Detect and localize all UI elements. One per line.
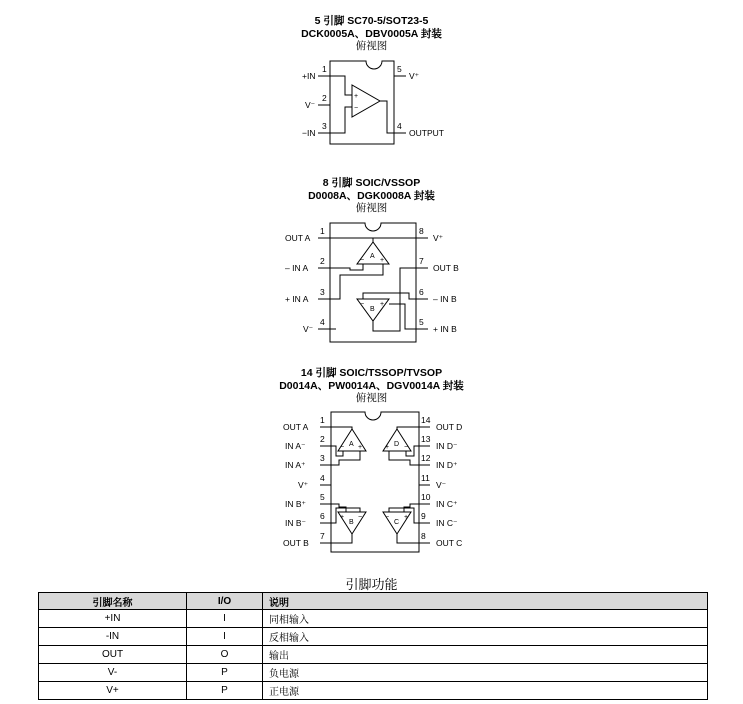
pkg14-pin10-num: 10 bbox=[421, 492, 431, 502]
pkg14-pin2-num: 2 bbox=[320, 434, 325, 444]
pkg5-amp-minus: − bbox=[354, 105, 359, 112]
header-pin-name: 引脚名称 bbox=[39, 593, 187, 610]
pkg14-wire-out-c bbox=[397, 534, 419, 543]
pkg14-pin2-label: IN A⁻ bbox=[285, 441, 306, 451]
pkg8-wire-inb-minus bbox=[363, 293, 416, 299]
pkg14-wire-ina-plus bbox=[331, 451, 360, 465]
pkg5-pin1-label: +IN bbox=[302, 71, 316, 81]
pkg8-pin2-label: – IN A bbox=[285, 263, 309, 273]
pkg14-wire-out-b bbox=[331, 534, 352, 543]
pkg8-labels bbox=[285, 226, 459, 334]
pkg14-pin8-num: 8 bbox=[421, 531, 426, 541]
pkg8-pin1-num: 1 bbox=[320, 226, 325, 236]
pkg5-pin2-num: 2 bbox=[322, 93, 327, 103]
pkg14-pin12-label: IN D⁺ bbox=[436, 460, 458, 470]
pkg5-pin5-label: V⁺ bbox=[409, 71, 420, 81]
table-row bbox=[39, 646, 708, 664]
pkg14-amp-a-plus: + bbox=[358, 444, 363, 451]
pkg8-diagram bbox=[318, 223, 428, 342]
pkg8-amp-a-label: A bbox=[370, 253, 375, 260]
cell-pin-name: OUT bbox=[39, 646, 187, 664]
pkg8-amp-b-plus: + bbox=[380, 301, 385, 308]
pkg8-amp-a-minus: − bbox=[360, 257, 365, 264]
pkg8-pin3-label: + IN A bbox=[285, 294, 309, 304]
pkg14-amp-d-minus: − bbox=[404, 444, 409, 451]
pkg8-pin2-num: 2 bbox=[320, 256, 325, 266]
pkg14-amp-b-minus: − bbox=[358, 514, 363, 521]
cell-io: O bbox=[187, 646, 263, 664]
pkg8-pin6-label: – IN B bbox=[433, 294, 457, 304]
pkg14-pin9-num: 9 bbox=[421, 511, 426, 521]
table-header-row bbox=[39, 593, 708, 610]
pkg8-pin3-num: 3 bbox=[320, 287, 325, 297]
cell-description: 输出 bbox=[263, 646, 708, 664]
pkg5-diagram bbox=[318, 61, 406, 144]
pkg14-pin5-num: 5 bbox=[320, 492, 325, 502]
pkg14-pin11-label: V⁻ bbox=[436, 480, 447, 490]
pkg5-pin4-label: OUTPUT bbox=[409, 128, 444, 138]
table-row bbox=[39, 664, 708, 682]
pkg5-pin1-num: 1 bbox=[322, 64, 327, 74]
pkg14-amp-b-plus: + bbox=[340, 514, 345, 521]
pkg14-pin9-label: IN C⁻ bbox=[436, 518, 458, 528]
table-row bbox=[39, 682, 708, 700]
pkg8-wire-inb-plus bbox=[389, 304, 416, 329]
pkg14-pin4-label: V⁺ bbox=[298, 480, 309, 490]
pkg8-amp-b-label: B bbox=[370, 306, 375, 313]
pin-functions-title: 引脚功能 bbox=[345, 577, 398, 592]
pkg14-caption-line1: 14 引脚 SOIC/TSSOP/TVSOP bbox=[300, 367, 443, 379]
pkg14-amp-b-label: B bbox=[349, 519, 354, 526]
pkg14-caption-line2: D0014A、PW0014A、DGV0014A 封装 bbox=[279, 379, 464, 392]
pkg14-pin1-label: OUT A bbox=[283, 422, 309, 432]
cell-description: 同相输入 bbox=[263, 610, 708, 628]
pkg5-pin5-num: 5 bbox=[397, 64, 402, 74]
pkg8-pin7-label: OUT B bbox=[433, 263, 459, 273]
pkg5-caption-line1: 5 引脚 SC70-5/SOT23-5 bbox=[314, 15, 429, 27]
pkg14-pin13-label: IN D⁻ bbox=[436, 441, 458, 451]
table-row bbox=[39, 628, 708, 646]
pkg8-pin4-num: 4 bbox=[320, 317, 325, 327]
header-description: 说明 bbox=[263, 593, 708, 610]
pkg8-wire-ina-plus bbox=[330, 264, 383, 299]
pkg5-amp-plus: + bbox=[354, 93, 359, 100]
pkg14-wire-out-a bbox=[331, 427, 352, 429]
pkg5-labels bbox=[302, 64, 444, 138]
pkg5-pin4-num: 4 bbox=[397, 121, 402, 131]
pkg14-pin1-num: 1 bbox=[320, 415, 325, 425]
pkg8-pin8-label: V⁺ bbox=[433, 233, 444, 243]
pkg14-amp-c-minus: − bbox=[385, 514, 390, 521]
cell-description: 正电源 bbox=[263, 682, 708, 700]
pkg8-caption-line2: D0008A、DGK0008A 封装 bbox=[308, 189, 435, 202]
pkg14-amp-d-plus: + bbox=[385, 444, 390, 451]
pkg8-pin7-num: 7 bbox=[419, 256, 424, 266]
pkg5-pin2-label: V⁻ bbox=[305, 100, 316, 110]
pkg14-pin8-label: OUT C bbox=[436, 538, 463, 548]
cell-description: 反相输入 bbox=[263, 628, 708, 646]
cell-pin-name: -IN bbox=[39, 628, 187, 646]
pkg14-pin3-label: IN A⁺ bbox=[285, 460, 306, 470]
pkg14-pin4-num: 4 bbox=[320, 473, 325, 483]
pkg8-pin5-label: + IN B bbox=[433, 324, 457, 334]
pkg14-diagram bbox=[320, 412, 430, 552]
pkg8-wire-ina-minus bbox=[330, 264, 363, 270]
pkg14-caption-line3: 俯视图 bbox=[355, 392, 388, 404]
cell-pin-name: +IN bbox=[39, 610, 187, 628]
pkg8-caption-line1: 8 引脚 SOIC/VSSOP bbox=[322, 177, 421, 189]
cell-description: 负电源 bbox=[263, 664, 708, 682]
table-row bbox=[39, 610, 708, 628]
cell-io: P bbox=[187, 664, 263, 682]
pkg8-pin1-label: OUT A bbox=[285, 233, 311, 243]
pkg5-wire-minus bbox=[330, 107, 352, 133]
pkg14-amp-c-plus: + bbox=[404, 514, 409, 521]
pkg5-wire-out bbox=[380, 101, 394, 133]
pkg14-wire-out-d bbox=[397, 427, 419, 429]
pkg14-body bbox=[331, 412, 419, 552]
pkg14-pin3-num: 3 bbox=[320, 453, 325, 463]
pkg14-amp-a-minus: − bbox=[340, 444, 345, 451]
pkg14-pin5-label: IN B⁺ bbox=[285, 499, 307, 509]
pkg5-caption-line3: 俯视图 bbox=[355, 40, 388, 52]
header-io: I/O bbox=[187, 593, 263, 610]
pkg8-pin4-label: V⁻ bbox=[303, 324, 314, 334]
pkg14-pin14-label: OUT D bbox=[436, 422, 463, 432]
cell-pin-name: V+ bbox=[39, 682, 187, 700]
pkg14-amp-a-label: A bbox=[349, 441, 354, 448]
pkg14-pin14-num: 14 bbox=[421, 415, 431, 425]
pkg5-pin3-label: −IN bbox=[302, 128, 316, 138]
cell-io: I bbox=[187, 610, 263, 628]
pkg8-pin8-num: 8 bbox=[419, 226, 424, 236]
pin-functions-table bbox=[38, 592, 708, 700]
cell-io: I bbox=[187, 628, 263, 646]
pkg14-pin6-num: 6 bbox=[320, 511, 325, 521]
pkg8-pin6-num: 6 bbox=[419, 287, 424, 297]
cell-pin-name: V- bbox=[39, 664, 187, 682]
pkg14-labels bbox=[283, 415, 462, 548]
pkg5-opamp-symbol bbox=[352, 85, 380, 117]
pkg14-pin12-num: 12 bbox=[421, 453, 431, 463]
pkg5-pin3-num: 3 bbox=[322, 121, 327, 131]
pkg14-pin13-num: 13 bbox=[421, 434, 431, 444]
pkg14-pin7-label: OUT B bbox=[283, 538, 309, 548]
pkg8-caption-line3: 俯视图 bbox=[355, 202, 388, 214]
pkg14-pin10-label: IN C⁺ bbox=[436, 499, 458, 509]
pkg14-pin6-label: IN B⁻ bbox=[285, 518, 307, 528]
pkg5-caption-line2: DCK0005A、DBV0005A 封装 bbox=[301, 27, 442, 40]
pkg8-pin5-num: 5 bbox=[419, 317, 424, 327]
pkg14-amp-d-label: D bbox=[394, 441, 400, 448]
pkg14-pin7-num: 7 bbox=[320, 531, 325, 541]
pkg5-body bbox=[330, 61, 394, 144]
cell-io: P bbox=[187, 682, 263, 700]
pkg5-wire-plus bbox=[330, 76, 352, 95]
pkg14-pin11-num: 11 bbox=[421, 473, 430, 483]
pkg8-amp-b-minus: − bbox=[360, 301, 365, 308]
pkg8-amp-a-plus: + bbox=[380, 257, 385, 264]
pkg14-amp-c-label: C bbox=[394, 519, 400, 526]
